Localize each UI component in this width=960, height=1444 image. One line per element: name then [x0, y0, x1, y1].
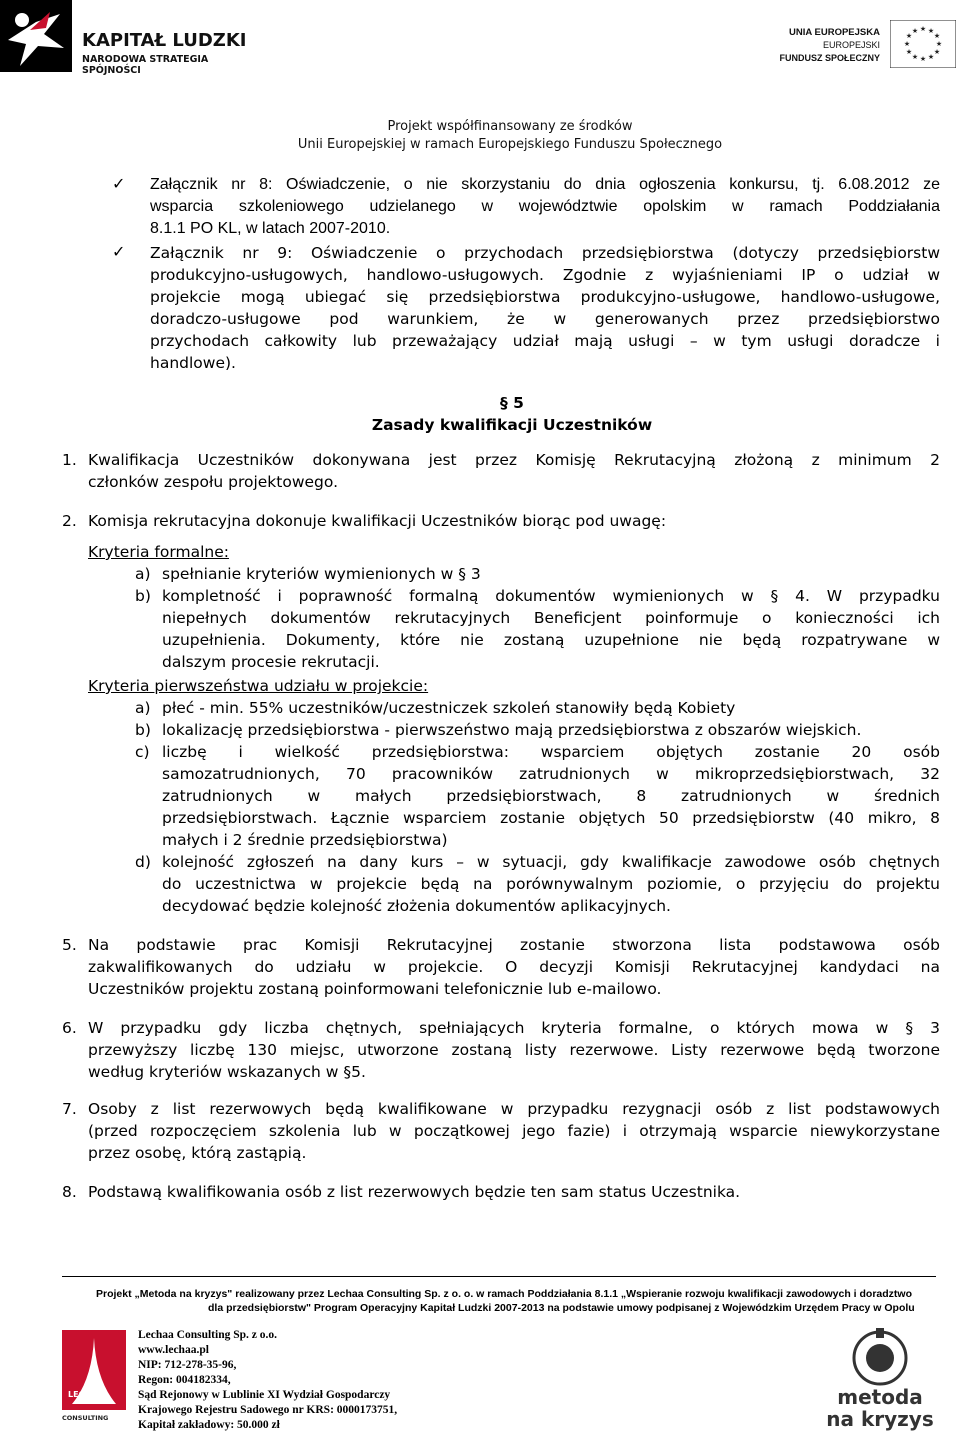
- priority-a-label: a): [135, 699, 151, 717]
- priority-c-line4: przedsiębiorstwach. Łącznie wsparciem zostanie objętych 50 przedsiębiorstw (40 mikro, 8: [162, 809, 940, 827]
- checkmark-icon: ✓: [112, 242, 126, 261]
- eu-line3: FUNDUSZ SPOŁECZNY: [779, 53, 880, 63]
- checklist-item2-line6: handlowe).: [150, 354, 236, 372]
- checklist-item1-line1: Załącznik nr 8: Oświadczenie, o nie skorzystaniu do dnia ogłoszenia konkursu, tj. 6.08.2012 ze: [150, 176, 940, 193]
- section-title: Zasady kwalifikacji Uczestników: [371, 416, 653, 434]
- formal-b-line2: niepełnych dokumentów rekrutacyjnych Beneficjent poinformuje o konieczności ich: [162, 609, 940, 627]
- svg-text:★: ★: [919, 25, 927, 33]
- kl-subtitle: NARODOWA STRATEGIA SPÓJNOŚCI: [82, 54, 209, 76]
- p1-number: 1.: [62, 451, 77, 469]
- p7-line3: przez osobę, którą zastąpią.: [88, 1144, 307, 1162]
- checklist-item2-line1: Załącznik nr 9: Oświadczenie o przychodach przedsiębiorstwa (dotyczy przedsiębiorstw: [150, 244, 940, 262]
- company-line3: NIP: 712-278-35-96,: [138, 1359, 237, 1371]
- formal-b-label: b): [135, 587, 151, 605]
- priority-heading: Kryteria pierwszeństwa udziału w projekcie:: [88, 677, 429, 695]
- p5-line2: zakwalifikowanych do udziału w projekcie. O decyzji Komisji Rekrutacyjnej kandydaci na: [88, 958, 940, 976]
- p5-number: 5.: [62, 936, 77, 954]
- metoda-line2: na kryzys: [826, 1407, 934, 1431]
- kl-title: KAPITAŁ LUDZKI: [82, 30, 247, 51]
- checklist-item2-line5: przychodach całkowity lub przeważający udział mają usługi – w tym usługi doradcze i: [150, 332, 940, 350]
- metoda-line1: metoda: [837, 1385, 923, 1409]
- checkmark-icon: ✓: [112, 174, 126, 193]
- p2-number: 2.: [62, 512, 77, 530]
- svg-text:★: ★: [927, 53, 935, 61]
- company-line1: Lechaa Consulting Sp. z o.o.: [138, 1329, 277, 1341]
- footer-line1: Projekt „Metoda na kryzys" realizowany przez Lechaa Consulting Sp. z o. o. w ramach Poddziałania 8.1.1 „Wspieranie rozwoju kwalifikacji zawodowych i doradztwo: [96, 1288, 913, 1300]
- p5-line3: Uczestników projektu zostaną poinformowani telefonicznie lub e-mailowo.: [88, 980, 662, 998]
- consulting-label: CONSULTING: [62, 1414, 109, 1422]
- p7-line2: (przed rozpoczęciem szkolenia lub w początkowej jego fazie) i otrzymają wsparcie niewykorzystane: [88, 1122, 940, 1140]
- section-number: § 5: [500, 394, 524, 412]
- priority-b-label: b): [135, 721, 151, 739]
- p7-number: 7.: [62, 1100, 77, 1118]
- p8-number: 8.: [62, 1183, 77, 1201]
- metoda-emblem-icon: [820, 1328, 940, 1388]
- svg-text:★: ★: [927, 27, 935, 35]
- formal-b-line1: kompletność i poprawność formalną dokumentów wymienionych w § 4. W przypadku: [162, 587, 940, 605]
- kapital-ludzki-logo: [0, 0, 270, 80]
- p5-line1: Na podstawie prac Komisji Rekrutacyjnej zostanie stworzona lista podstawowa osób: [88, 936, 940, 954]
- priority-c-line2: samozatrudnionych, 70 pracowników zatrudnionych w mikroprzedsiębiorstwach, 32: [162, 765, 940, 783]
- checklist-item2-line2: produkcyjno-usługowych, handlowo-usługowych. Zgodnie z wyjaśnieniami IP o udział w: [150, 266, 940, 284]
- priority-d-label: d): [135, 853, 151, 871]
- eu-line1: UNIA EUROPEJSKA: [789, 27, 880, 38]
- eu-flag-icon: [890, 20, 956, 68]
- company-line6: Krajowego Rejestru Sadowego nr KRS: 0000173751,: [138, 1404, 398, 1416]
- svg-text:★: ★: [911, 27, 919, 35]
- lechaa-logo: [62, 1330, 126, 1426]
- svg-text:★: ★: [933, 32, 941, 40]
- svg-text:★: ★: [911, 53, 919, 61]
- p1-line2: członków zespołu projektowego.: [88, 473, 339, 491]
- formal-heading: Kryteria formalne:: [88, 543, 229, 561]
- p6-line1: W przypadku gdy liczba chętnych, spełniających kryteria formalne, o których mowa w § 3: [88, 1019, 940, 1037]
- checklist-item2-line4: doradczo-usługowe pod warunkiem, że w generowanych przez przedsiębiorstwo: [150, 310, 940, 328]
- p6-line3: według kryteriów wskazanych w §5.: [88, 1063, 366, 1081]
- eu-line2: EUROPEJSKI: [822, 40, 880, 50]
- cofund-line2: Unii Europejskiej w ramach Europejskiego Funduszu Społecznego: [297, 137, 723, 152]
- p8-line1: Podstawą kwalifikowania osób z list rezerwowych będzie ten sam status Uczestnika.: [88, 1183, 741, 1201]
- priority-b-line1: lokalizację przedsiębiorstwa - pierwszeństwo mają przedsiębiorstwa z obszarów wiejskich.: [162, 721, 862, 739]
- priority-a-line1: płeć - min. 55% uczestników/uczestniczek szkoleń stanowiły będą Kobiety: [162, 699, 736, 717]
- footer-divider: [62, 1276, 936, 1277]
- eu-logo: [760, 20, 960, 80]
- company-line7: Kapitał zakładowy: 50.000 zł: [138, 1419, 280, 1431]
- checklist-item1-line2: wsparcia szkoleniowego udzielanego w województwie opolskim w ramach Poddziałania: [150, 198, 940, 215]
- priority-d-line2: do uczestnictwa w projekcie będą na porównywalnym poziomie, o przyjęciu do projektu: [162, 875, 940, 893]
- lechaa-label: LECHAA: [68, 1390, 104, 1399]
- checklist-item2-line3: projekcie mogą ubiegać się przedsiębiorstwa produkcyjno-usługowe, handlowo-usługowe,: [150, 288, 940, 306]
- company-line4: Regon: 004182334,: [138, 1374, 231, 1386]
- svg-text:★: ★: [933, 48, 941, 56]
- svg-text:★: ★: [905, 32, 913, 40]
- p6-number: 6.: [62, 1019, 77, 1037]
- company-line5: Sąd Rejonowy w Lublinie XI Wydział Gospodarczy: [138, 1389, 391, 1401]
- svg-text:★: ★: [905, 48, 913, 56]
- svg-text:★: ★: [935, 40, 943, 48]
- priority-c-line5: małych i 2 średnie przedsiębiorstwa): [162, 831, 448, 849]
- p7-line1: Osoby z list rezerwowych będą kwalifikowane w przypadku rezygnacji osób z list podstawowych: [88, 1100, 940, 1118]
- formal-a-line1: spełnianie kryteriów wymienionych w § 3: [162, 565, 481, 583]
- p1-line1: Kwalifikacja Uczestników dokonywana jest przez Komisję Rekrutacyjną złożoną z minimum 2: [88, 451, 940, 469]
- footer-line2: dla przedsiębiorstw" Program Operacyjny Kapitał Ludzki 2007-2013 na podstawie umowy podpisanej z Wojewódzkim Urzędem Pracy w Opolu: [208, 1302, 915, 1314]
- formal-a-label: a): [135, 565, 151, 583]
- p2-text: Komisja rekrutacyjna dokonuje kwalifikacji Uczestników biorąc pod uwagę:: [88, 512, 667, 530]
- priority-d-line3: decydować będzie kolejność złożenia dokumentów aplikacyjnych.: [162, 897, 671, 915]
- priority-c-line1: liczbę i wielkość przedsiębiorstwa: wsparciem objętych zostanie 20 osób: [162, 743, 940, 761]
- company-line2: www.lechaa.pl: [138, 1344, 209, 1356]
- priority-c-line3: zatrudnionych w małych przedsiębiorstwach, 8 zatrudnionych w średnich: [162, 787, 940, 805]
- formal-b-line3: uzupełnienia. Dokumenty, które nie zostaną uzupełnione nie będą rozpatrywane w: [162, 631, 940, 649]
- svg-text:★: ★: [903, 40, 911, 48]
- metoda-na-kryzys-logo: [820, 1328, 940, 1440]
- priority-c-label: c): [135, 743, 150, 761]
- svg-text:★: ★: [919, 55, 927, 63]
- checklist-item1-line3: 8.1.1 PO KL, w latach 2007-2010.: [150, 220, 391, 237]
- formal-b-line4: dalszym procesie rekrutacji.: [162, 653, 380, 671]
- p6-line2: przewyższy liczbę 130 miejsc, utworzone zostaną listy rezerwowe. Listy rezerwowe będą tworzone: [88, 1041, 940, 1059]
- cofund-line1: Projekt współfinansowany ze środków: [387, 119, 633, 134]
- priority-d-line1: kolejność zgłoszeń na dany kurs – w sytuacji, gdy kwalifikacje zawodowe osób chętnych: [162, 853, 940, 871]
